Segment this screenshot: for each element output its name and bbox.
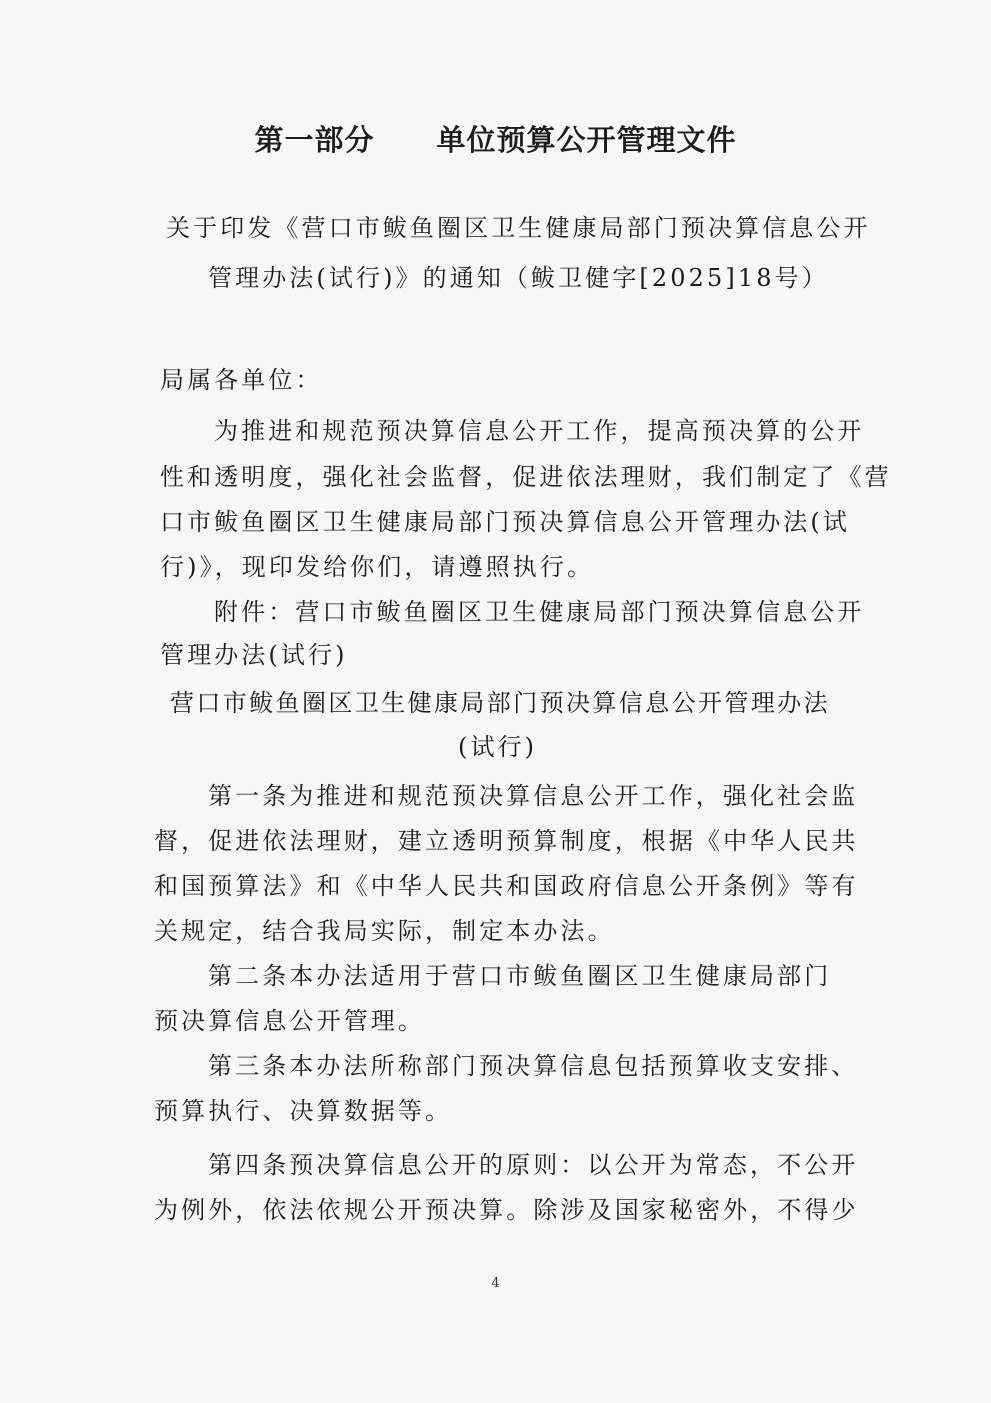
article-2-line-1: 第二条本办法适用于营口市鲅鱼圈区卫生健康局部门	[208, 962, 832, 990]
notice-title-line-1: 关于印发《营口市鲅鱼圈区卫生健康局部门预决算信息公开	[166, 214, 871, 242]
article-1-line-4: 关规定，结合我局实际，制定本办法。	[154, 917, 615, 945]
intro-line-4: 行)》，现印发给你们，请遵照执行。	[160, 553, 595, 581]
article-1-line-3: 和国预算法》和《中华人民共和国政府信息公开条例》等有	[154, 872, 859, 900]
measures-title-line-2: (试行)	[458, 733, 538, 761]
notice-title-line-2: 管理办法(试行)》的通知（鲅卫健字[2025]18号）	[208, 264, 829, 292]
article-4-line-2: 为例外，依法依规公开预决算。除涉及国家秘密外，不得少	[154, 1196, 859, 1224]
intro-line-3: 口市鲅鱼圈区卫生健康局部门预决算信息公开管理办法(试	[160, 508, 850, 536]
measures-title-line-1: 营口市鲅鱼圈区卫生健康局部门预决算信息公开管理办法	[170, 689, 830, 717]
salutation: 局属各单位：	[160, 366, 323, 394]
article-2-line-2: 预决算信息公开管理。	[154, 1007, 425, 1035]
intro-line-1: 为推进和规范预决算信息公开工作，提高预决算的公开	[214, 417, 865, 445]
part-title-text: 单位预算公开管理文件	[436, 123, 737, 157]
attachment-line-2: 管理办法(试行)	[160, 641, 348, 669]
page-number: 4	[491, 1276, 500, 1291]
article-1-line-1: 第一条为推进和规范预决算信息公开工作，强化社会监	[208, 782, 859, 810]
part-label: 第一部分	[254, 123, 375, 157]
article-3-line-2: 预算执行、决算数据等。	[154, 1097, 453, 1125]
article-1-line-2: 督，促进依法理财，建立透明预算制度，根据《中华人民共	[154, 827, 859, 855]
intro-line-2: 性和透明度，强化社会监督，促进依法理财，我们制定了《营	[160, 463, 892, 491]
article-3-line-1: 第三条本办法所称部门预决算信息包括预算收支安排、	[208, 1052, 859, 1080]
attachment-line-1: 附件：营口市鲅鱼圈区卫生健康局部门预决算信息公开	[214, 598, 865, 626]
article-4-line-1: 第四条预决算信息公开的原则：以公开为常态，不公开	[208, 1151, 859, 1179]
part-title	[0, 118, 991, 159]
